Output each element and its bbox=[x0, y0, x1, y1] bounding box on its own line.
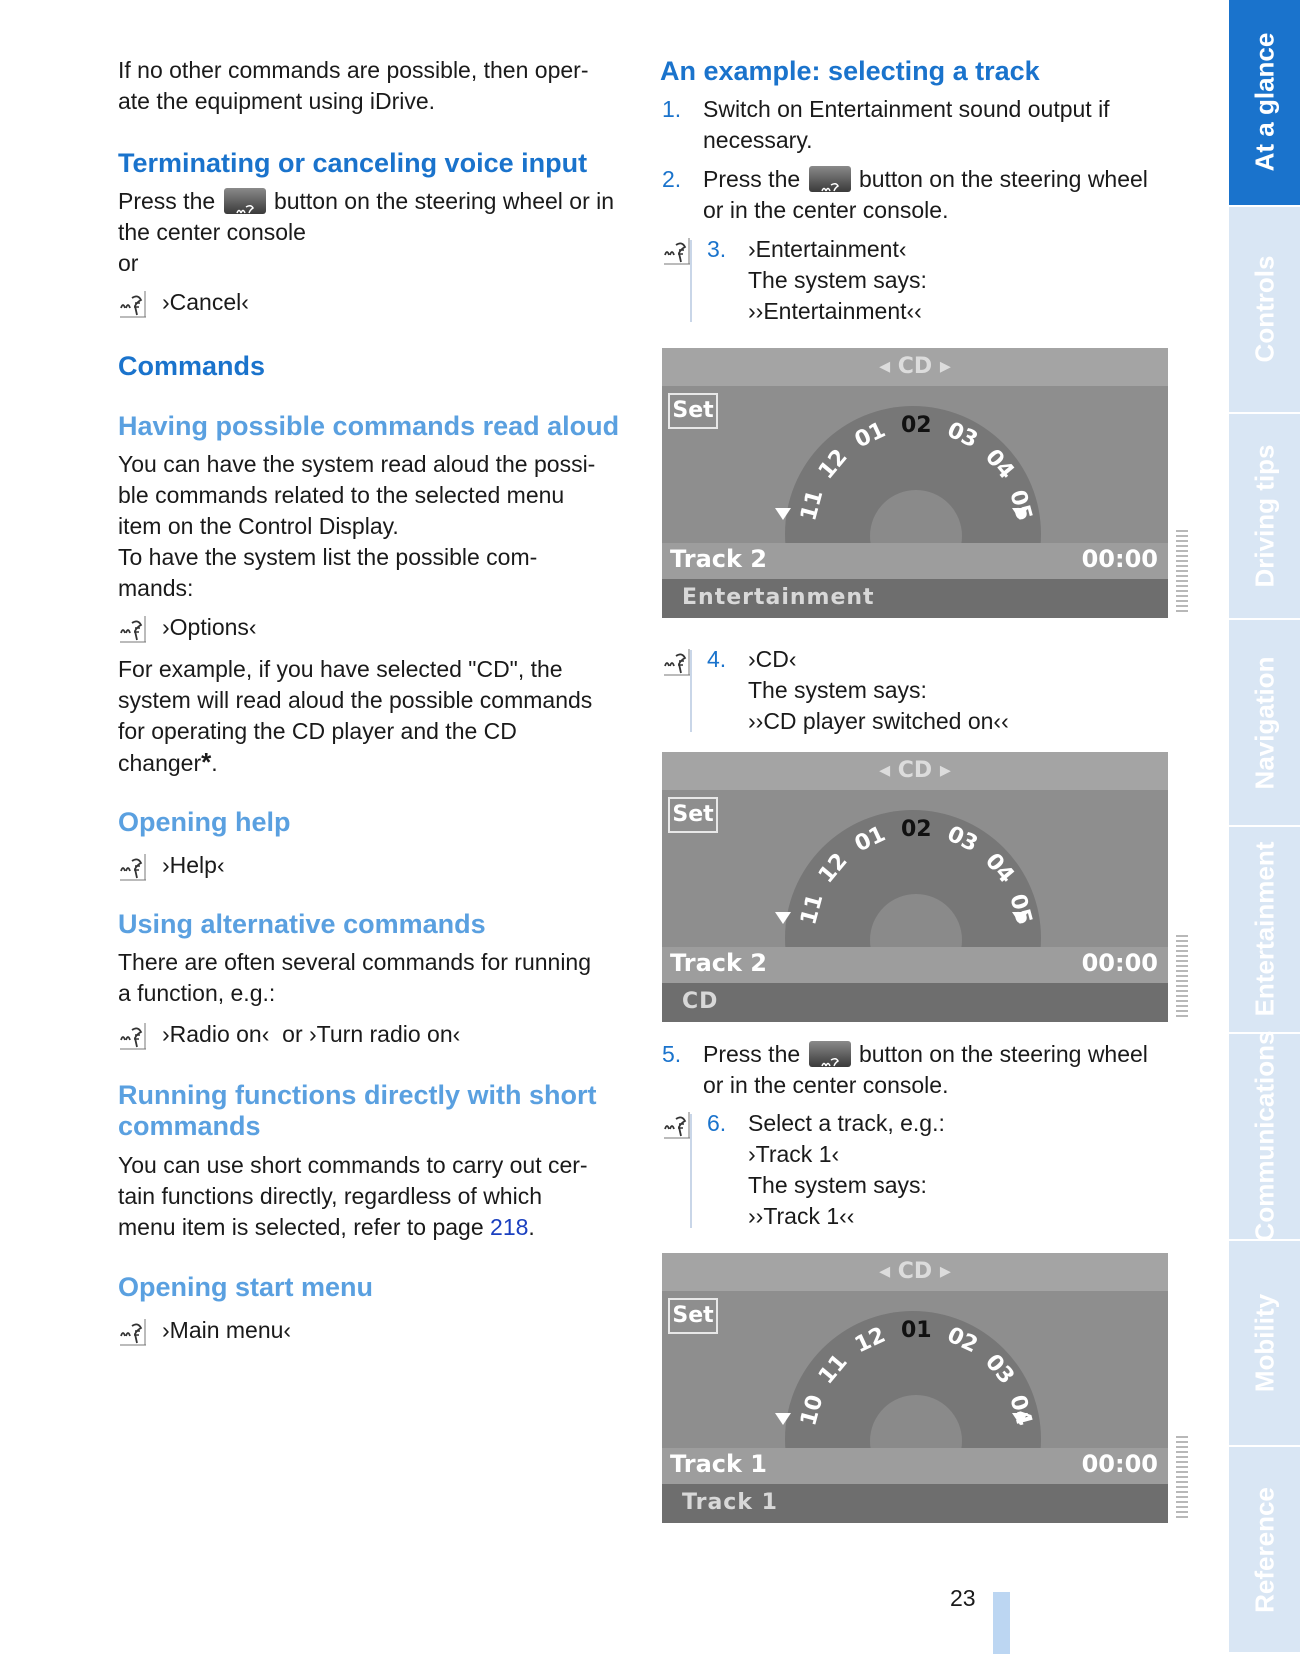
example-line-2: system will read aloud the possible commands bbox=[118, 687, 593, 713]
step-bar bbox=[690, 240, 692, 322]
track-number: 12 bbox=[851, 1322, 890, 1359]
current-track: Track 1 bbox=[670, 1450, 768, 1478]
voice-command-icon bbox=[118, 1022, 148, 1050]
talk-button-icon bbox=[224, 188, 266, 214]
track-number: 03 bbox=[979, 1349, 1019, 1389]
track-number: 02 bbox=[901, 817, 932, 842]
track-number: 05 bbox=[1004, 487, 1037, 524]
set-label: Set bbox=[668, 797, 718, 833]
readaloud-line-3: item on the Control Display. bbox=[118, 513, 399, 539]
track-number: 11 bbox=[795, 487, 829, 524]
intro-line-1: If no other commands are possible, then oper- bbox=[118, 57, 589, 83]
track-time: 00:00 bbox=[1081, 545, 1158, 573]
track-number: 05 bbox=[1004, 891, 1037, 928]
voice-command-icon bbox=[118, 290, 148, 318]
image-code bbox=[1176, 935, 1188, 1020]
track-number: 04 bbox=[1004, 1392, 1037, 1429]
intro-line-2: ate the equipment using iDrive. bbox=[118, 88, 436, 114]
scroll-arrow-icon bbox=[775, 508, 791, 520]
commands-heading: Commands bbox=[118, 351, 266, 381]
example-line-4: changer*. bbox=[118, 747, 218, 777]
track-number: 01 bbox=[851, 417, 890, 454]
readaloud-heading: Having possible commands read aloud bbox=[118, 411, 620, 441]
page-marker-bar bbox=[993, 1592, 1010, 1654]
alt-heading: Using alternative commands bbox=[118, 909, 486, 939]
chapter-tab-label: Reference bbox=[1249, 1486, 1279, 1613]
track-time: 00:00 bbox=[1081, 949, 1158, 977]
idrive-screen-3 bbox=[662, 1253, 1168, 1523]
scroll-arrow-icon bbox=[775, 912, 791, 924]
current-track: Track 2 bbox=[670, 545, 768, 573]
short-line-1: You can use short commands to carry out cer- bbox=[118, 1152, 588, 1178]
track-number: 02 bbox=[942, 1322, 982, 1359]
idrive-screen-2 bbox=[662, 752, 1168, 1022]
scroll-arrow-icon bbox=[775, 1413, 791, 1425]
chapter-tab-label: Driving tips bbox=[1249, 444, 1279, 588]
scroll-arrow-icon bbox=[1012, 508, 1028, 520]
asterisk: * bbox=[201, 747, 212, 777]
voice-command-icon bbox=[662, 648, 692, 676]
alt-line-2: a function, e.g.: bbox=[118, 980, 276, 1006]
voice-command-icon bbox=[118, 1318, 148, 1346]
scroll-arrow-icon bbox=[1012, 1413, 1028, 1425]
short-line-3: menu item is selected, refer to page 218. bbox=[118, 1214, 535, 1240]
current-track: Track 2 bbox=[670, 949, 768, 977]
screen-title: ◂ CD ▸ bbox=[879, 354, 951, 379]
chapter-tab-label: Mobility bbox=[1249, 1293, 1279, 1392]
alt-line-1: There are often several commands for running bbox=[118, 949, 592, 975]
voice-command-icon bbox=[662, 237, 692, 265]
command-radio: ›Radio on‹ or ›Turn radio on‹ bbox=[162, 1021, 461, 1047]
command-help: ›Help‹ bbox=[162, 852, 225, 878]
chapter-tab-label: Entertainment bbox=[1249, 841, 1279, 1017]
screen-footer: Track 1 bbox=[682, 1490, 778, 1515]
chapter-tab[interactable] bbox=[1229, 414, 1300, 621]
image-code bbox=[1176, 1436, 1188, 1521]
track-number: 02 bbox=[901, 413, 932, 438]
track-number: 03 bbox=[942, 417, 982, 454]
image-code bbox=[1176, 530, 1188, 615]
idrive-screen-1 bbox=[662, 348, 1168, 618]
talk-button-icon bbox=[809, 166, 851, 192]
track-number: 12 bbox=[814, 848, 853, 888]
track-number: 01 bbox=[901, 1318, 932, 1343]
page-reference-link[interactable]: 218 bbox=[490, 1214, 529, 1240]
voice-command-icon bbox=[662, 1111, 692, 1139]
chapter-tab[interactable] bbox=[1229, 1447, 1300, 1654]
page-number: 23 bbox=[950, 1585, 976, 1611]
chapter-tab-label: At a glance bbox=[1249, 33, 1279, 172]
example-heading: An example: selecting a track bbox=[660, 56, 1040, 86]
set-label: Set bbox=[668, 393, 718, 429]
chapter-tab[interactable] bbox=[1229, 827, 1300, 1034]
track-number: 04 bbox=[979, 444, 1019, 484]
example-line-3: for operating the CD player and the CD bbox=[118, 718, 517, 744]
readaloud-line-2: ble commands related to the selected menu bbox=[118, 482, 565, 508]
track-number: 11 bbox=[795, 891, 829, 928]
example-line-1: For example, if you have selected "CD", the bbox=[118, 656, 563, 682]
command-cancel: ›Cancel‹ bbox=[162, 289, 249, 315]
talk-button-icon bbox=[809, 1041, 851, 1067]
set-label: Set bbox=[668, 1298, 718, 1334]
screen-footer: CD bbox=[682, 989, 719, 1014]
chapter-tab-label: Navigation bbox=[1249, 656, 1279, 790]
scroll-arrow-icon bbox=[1012, 912, 1028, 924]
screen-footer: Entertainment bbox=[682, 585, 875, 610]
command-main-menu: ›Main menu‹ bbox=[162, 1317, 292, 1343]
readaloud-line-5: mands: bbox=[118, 575, 194, 601]
screen-title: ◂ CD ▸ bbox=[879, 758, 951, 783]
track-time: 00:00 bbox=[1081, 1450, 1158, 1478]
chapter-tab[interactable] bbox=[1229, 207, 1300, 414]
chapter-tab-label: Controls bbox=[1249, 255, 1279, 363]
readaloud-line-1: You can have the system read aloud the possi- bbox=[118, 451, 596, 477]
chapter-tab[interactable] bbox=[1229, 620, 1300, 827]
help-heading: Opening help bbox=[118, 807, 291, 837]
start-heading: Opening start menu bbox=[118, 1272, 374, 1302]
chapter-tabs bbox=[1229, 0, 1300, 1654]
readaloud-line-4: To have the system list the possible com- bbox=[118, 544, 538, 570]
track-number: 10 bbox=[795, 1392, 829, 1429]
short-heading-line-1: Running functions directly with short bbox=[118, 1080, 597, 1110]
chapter-tab[interactable] bbox=[1229, 1030, 1300, 1242]
short-heading-line-2: commands bbox=[118, 1111, 261, 1141]
step-bar bbox=[690, 650, 692, 732]
track-number: 12 bbox=[814, 444, 853, 484]
screen-title: ◂ CD ▸ bbox=[879, 1259, 951, 1284]
command-options: ›Options‹ bbox=[162, 614, 257, 640]
terminate-heading: Terminating or canceling voice input bbox=[118, 148, 588, 178]
track-number: 03 bbox=[942, 821, 982, 858]
voice-command-icon bbox=[118, 615, 148, 643]
terminate-text: Press the button on the steering wheel or in bbox=[118, 188, 615, 214]
track-number: 11 bbox=[814, 1349, 853, 1389]
or-text: or bbox=[118, 250, 139, 276]
step-bar bbox=[690, 1114, 692, 1228]
track-number: 01 bbox=[851, 821, 890, 858]
chapter-tab-label: Communications bbox=[1249, 1030, 1279, 1242]
terminate-line-2: the center console bbox=[118, 219, 306, 245]
track-number: 04 bbox=[979, 848, 1019, 888]
chapter-tab[interactable] bbox=[1229, 1241, 1300, 1448]
voice-command-icon bbox=[118, 853, 148, 881]
short-line-2: tain functions directly, regardless of which bbox=[118, 1183, 542, 1209]
chapter-tab[interactable] bbox=[1229, 0, 1300, 207]
